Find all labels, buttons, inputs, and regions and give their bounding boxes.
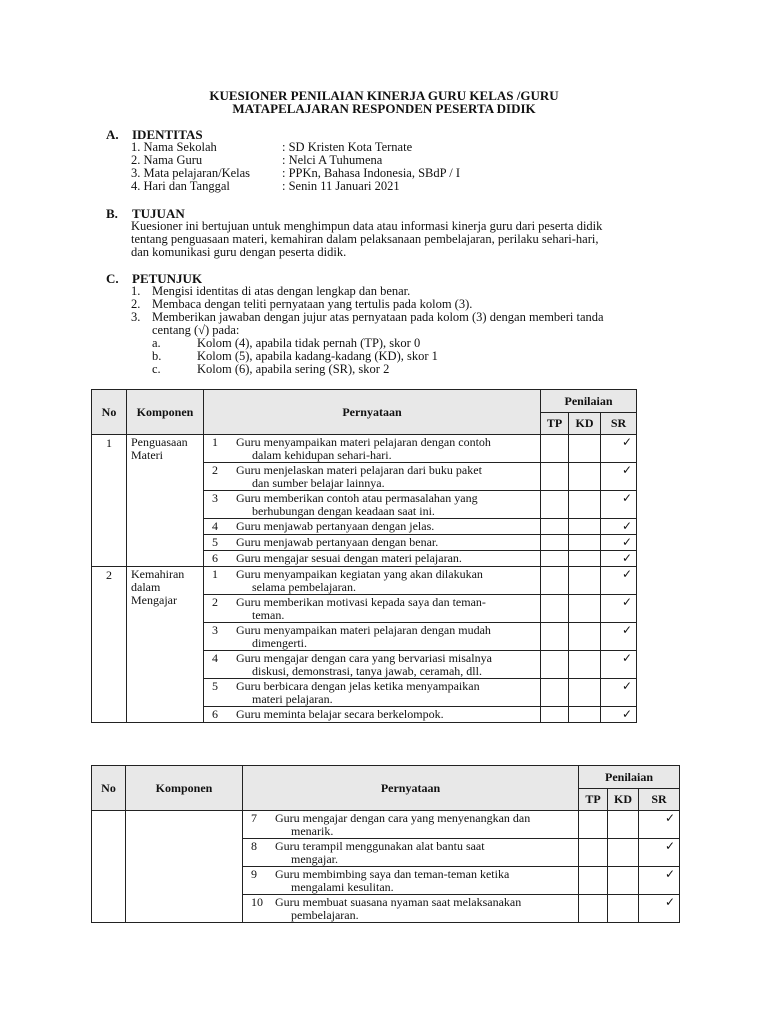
- petunjuk-sub-text: Kolom (4), apabila tidak pernah (TP), skor 0: [197, 336, 421, 350]
- score-cell-sr[interactable]: [639, 867, 680, 895]
- komponen-text-line: Penguasaan: [131, 435, 188, 449]
- komponen-text-line: dalam: [131, 580, 161, 594]
- pernyataan-text-line2: mengajar.: [291, 852, 338, 866]
- identitas-label: 2. Nama Guru: [131, 153, 203, 167]
- pernyataan-number: 9: [251, 867, 257, 881]
- table-row: [92, 435, 637, 463]
- pernyataan-text: [275, 839, 578, 866]
- pernyataan-item: [243, 839, 578, 866]
- score-cell-kd[interactable]: [608, 839, 639, 867]
- header-kd: KD: [608, 789, 639, 811]
- score-cell-tp[interactable]: [541, 535, 569, 551]
- score-cell-kd[interactable]: [569, 463, 601, 491]
- score-cell-kd[interactable]: [569, 551, 601, 567]
- pernyataan-item: [243, 867, 578, 894]
- table-1-body: [92, 435, 637, 723]
- pernyataan-number: 6: [212, 551, 218, 565]
- pernyataan-text-line1: Guru menjelaskan materi pelajaran dari buku paket: [236, 463, 482, 477]
- pernyataan-number: 10: [251, 895, 263, 909]
- pernyataan-text-line1: Guru membimbing saya dan teman-teman ketika: [275, 867, 510, 881]
- pernyataan-text-line2: dimengerti.: [252, 636, 307, 650]
- check-mark-icon: ✓: [664, 867, 676, 881]
- identitas-label: 1. Nama Sekolah: [131, 140, 217, 154]
- score-cell-sr[interactable]: [601, 651, 637, 679]
- pernyataan-text-line2: materi pelajaran.: [252, 692, 333, 706]
- petunjuk-item-number: 3.: [131, 310, 141, 324]
- pernyataan-cell: [204, 535, 541, 551]
- pernyataan-text-line1: Guru menjawab pertanyaan dengan jelas.: [236, 519, 435, 533]
- pernyataan-text: [275, 811, 578, 838]
- pernyataan-text-line2: dan sumber belajar lainnya.: [252, 476, 385, 490]
- score-cell-kd[interactable]: [569, 535, 601, 551]
- pernyataan-text: [236, 519, 540, 534]
- pernyataan-item: [204, 707, 540, 722]
- pernyataan-cell: [204, 491, 541, 519]
- tujuan-text-line: Kuesioner ini bertujuan untuk menghimpun data atau informasi kinerja guru dari peserta didik: [131, 219, 603, 233]
- score-cell-tp[interactable]: [579, 811, 608, 839]
- pernyataan-cell: [243, 811, 579, 839]
- score-cell-tp[interactable]: [541, 595, 569, 623]
- pernyataan-cell: [204, 707, 541, 723]
- section-letter: A.: [106, 127, 119, 142]
- identitas-label: 3. Mata pelajaran/Kelas: [131, 166, 251, 180]
- pernyataan-text-line1: Guru memberikan motivasi kepada saya dan teman-: [236, 595, 486, 609]
- score-cell-sr[interactable]: [639, 811, 680, 839]
- header-komponen: Komponen: [127, 390, 204, 435]
- score-cell-kd[interactable]: [569, 651, 601, 679]
- header-pernyataan: Pernyataan: [243, 766, 579, 811]
- pernyataan-item: [204, 651, 540, 678]
- section-letter: C.: [106, 271, 119, 286]
- score-cell-tp[interactable]: [541, 707, 569, 723]
- pernyataan-number: 1: [212, 435, 218, 449]
- score-cell-kd[interactable]: [569, 491, 601, 519]
- pernyataan-text-line2: pembelajaran.: [291, 908, 359, 922]
- score-cell-kd[interactable]: [569, 435, 601, 463]
- pernyataan-cell: [204, 623, 541, 651]
- score-cell-tp[interactable]: [541, 519, 569, 535]
- check-mark-icon: ✓: [621, 679, 633, 693]
- score-cell-sr[interactable]: [639, 895, 680, 923]
- check-mark-icon: ✓: [621, 707, 633, 721]
- pernyataan-item: [204, 463, 540, 490]
- pernyataan-text-line1: Guru meminta belajar secara berkelompok.: [236, 707, 444, 721]
- komponen-cell: [126, 811, 243, 923]
- pernyataan-cell: [204, 651, 541, 679]
- pernyataan-item: [204, 519, 540, 534]
- pernyataan-text-line2: teman.: [252, 608, 285, 622]
- pernyataan-text-line2: dalam kehidupan sehari-hari.: [252, 448, 392, 462]
- identitas-value: : Senin 11 Januari 2021: [282, 179, 400, 193]
- score-cell-tp[interactable]: [541, 463, 569, 491]
- petunjuk-item-number: 1.: [131, 284, 141, 298]
- score-cell-tp[interactable]: [541, 491, 569, 519]
- table-row: [92, 567, 637, 595]
- pernyataan-number: 5: [212, 679, 218, 693]
- check-mark-icon: ✓: [621, 623, 633, 637]
- document-title-line2: MATAPELAJARAN RESPONDEN PESERTA DIDIK: [232, 101, 536, 116]
- pernyataan-number: 2: [212, 595, 218, 609]
- check-mark-icon: ✓: [621, 463, 633, 477]
- check-mark-icon: ✓: [621, 595, 633, 609]
- check-mark-icon: ✓: [621, 567, 633, 581]
- pernyataan-cell: [243, 839, 579, 867]
- pernyataan-text-line1: Guru menyampaikan materi pelajaran dengan contoh: [236, 435, 491, 449]
- score-cell-tp[interactable]: [579, 867, 608, 895]
- pernyataan-text-line1: Guru mengajar sesuai dengan materi pelajaran.: [236, 551, 462, 565]
- questionnaire-table-2: [91, 765, 680, 923]
- identitas-value: : Nelci A Tuhumena: [282, 153, 383, 167]
- tujuan-text-line: dan komunikasi guru dengan peserta didik.: [131, 245, 347, 259]
- pernyataan-text-line1: Guru menjawab pertanyaan dengan benar.: [236, 535, 439, 549]
- pernyataan-number: 6: [212, 707, 218, 721]
- komponen-text-line: Mengajar: [131, 593, 177, 607]
- pernyataan-text-line2: diskusi, demonstrasi, tanya jawab, ceramah, dll.: [252, 664, 482, 678]
- row-group-number: [92, 811, 126, 923]
- pernyataan-text-line1: Guru menyampaikan materi pelajaran dengan mudah: [236, 623, 491, 637]
- pernyataan-text: [236, 679, 540, 706]
- pernyataan-text: [275, 867, 578, 894]
- score-cell-sr[interactable]: [601, 567, 637, 595]
- row-group-number: 2: [92, 567, 127, 723]
- identitas-value: : PPKn, Bahasa Indonesia, SBdP / I: [282, 166, 461, 180]
- pernyataan-cell: [204, 463, 541, 491]
- score-cell-sr[interactable]: [601, 551, 637, 567]
- pernyataan-item: [204, 491, 540, 518]
- score-cell-kd[interactable]: [569, 623, 601, 651]
- header-kd: KD: [569, 413, 601, 435]
- table-2-body: [92, 811, 680, 923]
- header-pernyataan: Pernyataan: [204, 390, 541, 435]
- petunjuk-item-text: Mengisi identitas di atas dengan lengkap dan benar.: [152, 284, 411, 298]
- header-no: No: [92, 766, 126, 811]
- score-cell-kd[interactable]: [608, 867, 639, 895]
- section-title: TUJUAN: [132, 206, 185, 221]
- header-sr: SR: [639, 789, 680, 811]
- score-cell-tp[interactable]: [541, 567, 569, 595]
- pernyataan-text: [236, 463, 540, 490]
- komponen-cell: [127, 567, 204, 723]
- identitas-value: : SD Kristen Kota Ternate: [282, 140, 413, 154]
- komponen-cell: [127, 435, 204, 567]
- pernyataan-cell: [204, 595, 541, 623]
- score-cell-sr[interactable]: [639, 839, 680, 867]
- score-cell-sr[interactable]: [601, 595, 637, 623]
- pernyataan-number: 1: [212, 567, 218, 581]
- pernyataan-cell: [243, 867, 579, 895]
- table-row: [92, 811, 680, 839]
- header-penilaian: Penilaian: [541, 390, 637, 413]
- pernyataan-text-line2: selama pembelajaran.: [252, 580, 356, 594]
- pernyataan-text-line1: Guru menyampaikan kegiatan yang akan dilakukan: [236, 567, 483, 581]
- pernyataan-text-line1: Guru mengajar dengan cara yang bervariasi misalnya: [236, 651, 492, 665]
- score-cell-kd[interactable]: [569, 519, 601, 535]
- pernyataan-number: 7: [251, 811, 257, 825]
- petunjuk-item-text: Membaca dengan teliti pernyataan yang tertulis pada kolom (3).: [152, 297, 473, 311]
- section-letter: B.: [106, 206, 118, 221]
- petunjuk-sub-text: Kolom (6), apabila sering (SR), skor 2: [197, 362, 390, 376]
- score-cell-tp[interactable]: [541, 435, 569, 463]
- pernyataan-text-line1: Guru berbicara dengan jelas ketika menyampaikan: [236, 679, 480, 693]
- check-mark-icon: ✓: [621, 519, 633, 533]
- score-cell-kd[interactable]: [608, 895, 639, 923]
- score-cell-sr[interactable]: [601, 707, 637, 723]
- score-cell-kd[interactable]: [569, 567, 601, 595]
- check-mark-icon: ✓: [664, 895, 676, 909]
- header-tp: TP: [541, 413, 569, 435]
- identitas-label: 4. Hari dan Tanggal: [131, 179, 230, 193]
- score-cell-kd[interactable]: [608, 811, 639, 839]
- pernyataan-cell: [243, 895, 579, 923]
- pernyataan-number: 5: [212, 535, 218, 549]
- pernyataan-item: [204, 567, 540, 594]
- header-tp: TP: [579, 789, 608, 811]
- pernyataan-number: 2: [212, 463, 218, 477]
- score-cell-sr[interactable]: [601, 519, 637, 535]
- pernyataan-number: 8: [251, 839, 257, 853]
- pernyataan-cell: [204, 435, 541, 463]
- pernyataan-text-line1: Guru memberikan contoh atau permasalahan yang: [236, 491, 478, 505]
- check-mark-icon: ✓: [621, 651, 633, 665]
- petunjuk-item-text: Memberikan jawaban dengan jujur atas pernyataan pada kolom (3) dengan memberi tanda: [152, 310, 604, 324]
- section-title: PETUNJUK: [132, 271, 203, 286]
- check-mark-icon: ✓: [621, 535, 633, 549]
- score-cell-kd[interactable]: [569, 679, 601, 707]
- header-no: No: [92, 390, 127, 435]
- pernyataan-text-line1: Guru terampil menggunakan alat bantu saat: [275, 839, 485, 853]
- score-cell-kd[interactable]: [569, 707, 601, 723]
- questionnaire-table-1: [91, 389, 637, 723]
- pernyataan-text-line2: berhubungan dengan keadaan saat ini.: [252, 504, 435, 518]
- pernyataan-item: [204, 435, 540, 462]
- pernyataan-cell: [204, 679, 541, 707]
- pernyataan-text: [236, 535, 540, 550]
- pernyataan-text: [236, 491, 540, 518]
- pernyataan-text: [236, 623, 540, 650]
- petunjuk-sub-letter: c.: [152, 362, 161, 376]
- pernyataan-text-line2: mengalami kesulitan.: [291, 880, 394, 894]
- pernyataan-item: [204, 551, 540, 566]
- check-mark-icon: ✓: [621, 551, 633, 565]
- score-cell-sr[interactable]: [601, 623, 637, 651]
- score-cell-tp[interactable]: [579, 839, 608, 867]
- check-mark-icon: ✓: [621, 435, 633, 449]
- score-cell-tp[interactable]: [541, 551, 569, 567]
- petunjuk-item-number: 2.: [131, 297, 141, 311]
- header-sr: SR: [601, 413, 637, 435]
- pernyataan-cell: [204, 567, 541, 595]
- pernyataan-text: [236, 435, 540, 462]
- pernyataan-item: [243, 811, 578, 838]
- document-title-line1: KUESIONER PENILAIAN KINERJA GURU KELAS /GURU: [209, 88, 559, 103]
- komponen-text-line: Kemahiran: [131, 567, 185, 581]
- score-cell-tp[interactable]: [541, 651, 569, 679]
- petunjuk-item-text-continued: centang (√) pada:: [152, 323, 240, 337]
- pernyataan-text: [236, 651, 540, 678]
- pernyataan-text: [236, 707, 540, 722]
- score-cell-sr[interactable]: [601, 491, 637, 519]
- pernyataan-number: 3: [212, 623, 218, 637]
- pernyataan-item: [204, 595, 540, 622]
- header-komponen: Komponen: [126, 766, 243, 811]
- row-group-number: 1: [92, 435, 127, 567]
- pernyataan-text-line1: Guru mengajar dengan cara yang menyenangkan dan: [275, 811, 531, 825]
- score-cell-sr[interactable]: [601, 535, 637, 551]
- header-penilaian: Penilaian: [579, 766, 680, 789]
- pernyataan-item: [204, 679, 540, 706]
- tujuan-text-line: tentang penguasaan materi, kemahiran dalam pelaksanaan pembelajaran, perilaku sehari-hari,: [131, 232, 599, 246]
- pernyataan-number: 3: [212, 491, 218, 505]
- pernyataan-number: 4: [212, 519, 218, 533]
- score-cell-sr[interactable]: [601, 679, 637, 707]
- pernyataan-text: [275, 895, 578, 922]
- pernyataan-cell: [204, 551, 541, 567]
- check-mark-icon: ✓: [664, 811, 676, 825]
- pernyataan-text: [236, 551, 540, 566]
- score-cell-tp[interactable]: [579, 895, 608, 923]
- pernyataan-number: 4: [212, 651, 218, 665]
- score-cell-tp[interactable]: [541, 623, 569, 651]
- pernyataan-text-line2: menarik.: [291, 824, 334, 838]
- pernyataan-text-line1: Guru membuat suasana nyaman saat melaksanakan: [275, 895, 522, 909]
- score-cell-sr[interactable]: [601, 435, 637, 463]
- petunjuk-sub-letter: b.: [152, 349, 162, 363]
- pernyataan-item: [204, 623, 540, 650]
- pernyataan-item: [204, 535, 540, 550]
- check-mark-icon: ✓: [621, 491, 633, 505]
- score-cell-kd[interactable]: [569, 595, 601, 623]
- pernyataan-text: [236, 567, 540, 594]
- pernyataan-cell: [204, 519, 541, 535]
- komponen-text-line: Materi: [131, 448, 163, 462]
- pernyataan-text: [236, 595, 540, 622]
- pernyataan-item: [243, 895, 578, 922]
- petunjuk-sub-letter: a.: [152, 336, 161, 350]
- score-cell-sr[interactable]: [601, 463, 637, 491]
- check-mark-icon: ✓: [664, 839, 676, 853]
- petunjuk-sub-text: Kolom (5), apabila kadang-kadang (KD), skor 1: [197, 349, 438, 363]
- score-cell-tp[interactable]: [541, 679, 569, 707]
- section-title: IDENTITAS: [132, 127, 203, 142]
